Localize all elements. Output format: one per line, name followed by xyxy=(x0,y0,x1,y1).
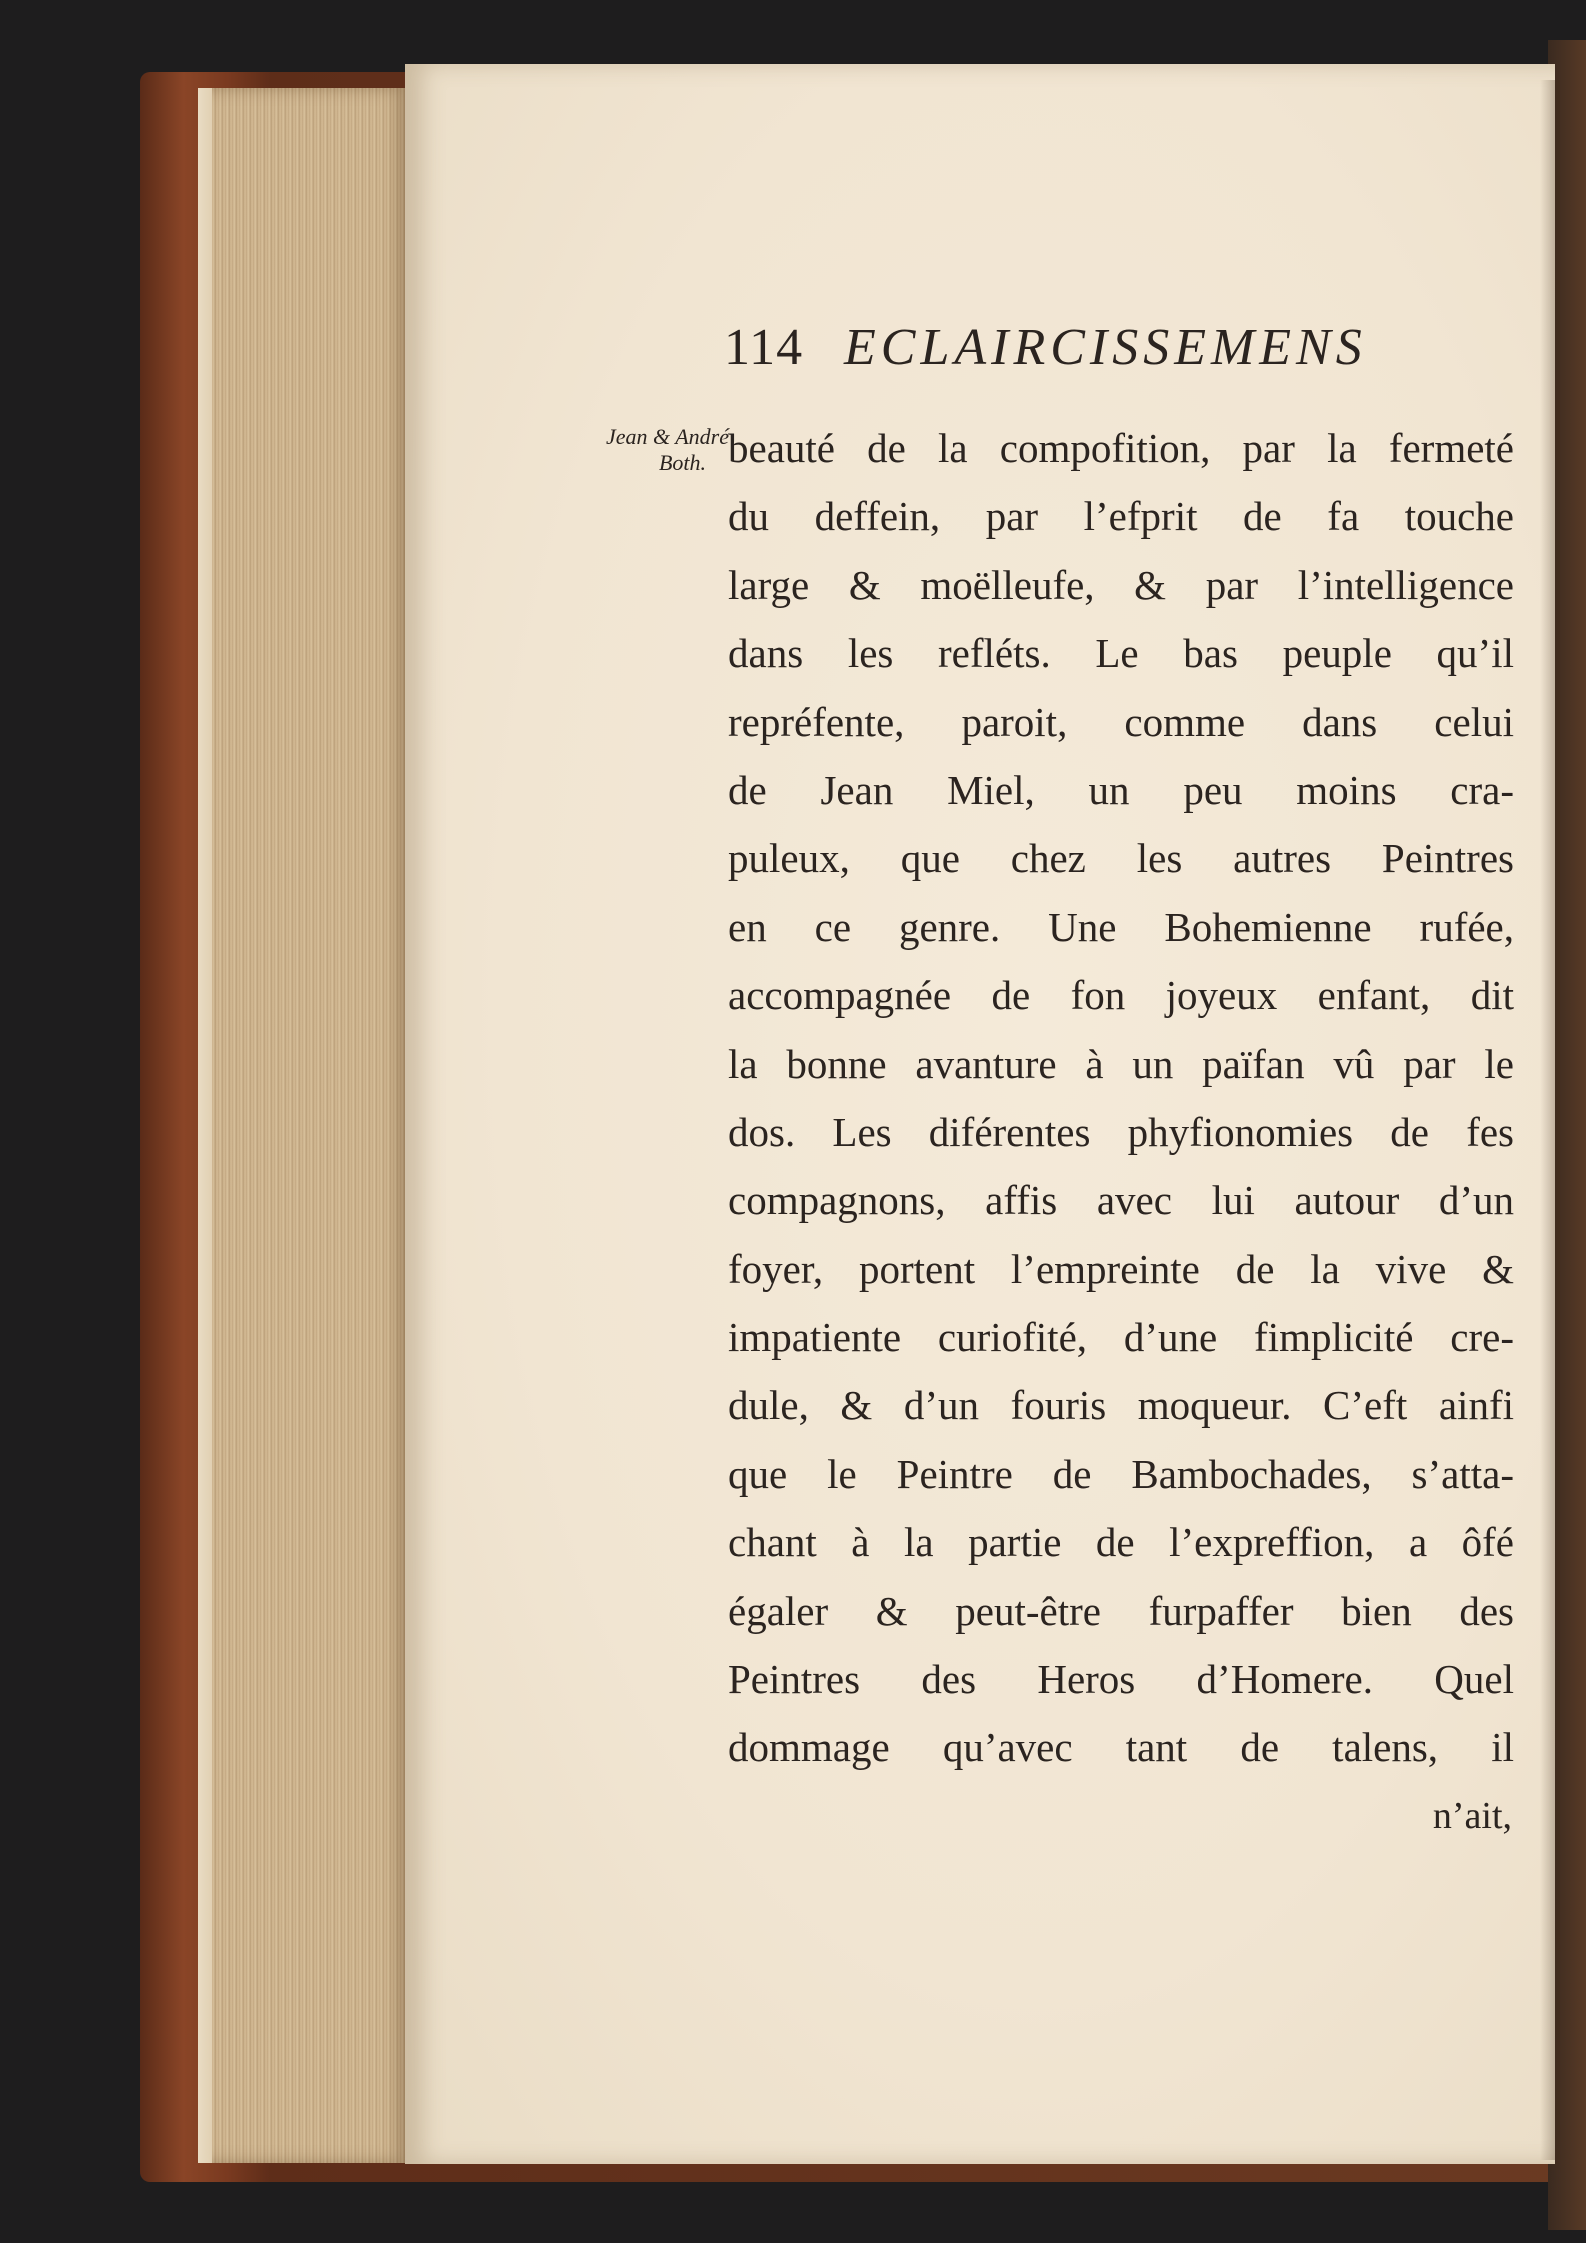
page-header xyxy=(724,318,1444,384)
text-line: repréfente, paroit, comme dans celui xyxy=(728,698,1514,745)
catchword: n’ait, xyxy=(1432,1795,1512,1837)
text-line: beauté de la compofition, par la fermeté xyxy=(728,425,1514,471)
marginal-note xyxy=(606,424,730,476)
text-line: large & moëlleufe, & par l’intelligence xyxy=(728,561,1514,608)
text-line: dule, & d’un fouris moqueur. C’eft ainfi xyxy=(728,1382,1514,1429)
marginal-note-line: Jean & André xyxy=(606,424,730,449)
running-head: ECLAIRCISSEMENS xyxy=(844,319,1367,376)
text-line: égaler & peut-être furpaffer bien des xyxy=(728,1587,1514,1634)
text-line: Peintres des Heros d’Homere. Quel xyxy=(728,1656,1514,1703)
text-line: en ce genre. Une Bohemienne rufée, xyxy=(728,903,1514,950)
page-number: 114 xyxy=(724,319,804,376)
text-line: foyer, portent l’empreinte de la vive & xyxy=(728,1245,1514,1292)
text-line: la bonne avanture à un païfan vû par le xyxy=(728,1040,1514,1087)
marginal-note-line: Both. xyxy=(658,450,706,475)
text-line: chant à la partie de l’expreffion, a ôfé xyxy=(728,1519,1514,1566)
text-line: dans les refléts. Le bas peuple qu’il xyxy=(728,630,1514,677)
text-line: dos. Les diférentes phyfionomies de fes xyxy=(728,1108,1514,1155)
text-line: du deffein, par l’efprit de fa touche xyxy=(728,493,1514,540)
text-line: dommage qu’avec tant de talens, il xyxy=(728,1724,1514,1771)
text-line: impatiente curiofité, d’une fimplicité cre- xyxy=(728,1314,1514,1361)
text-line: compagnons, affis avec lui autour d’un xyxy=(728,1177,1514,1224)
body-text xyxy=(728,414,1514,1782)
page-edges xyxy=(212,88,412,2163)
text-line: que le Peintre de Bambochades, s’atta- xyxy=(728,1450,1514,1497)
text-line: accompagnée de fon joyeux enfant, dit xyxy=(728,972,1514,1019)
page-shadow xyxy=(1540,80,1560,2160)
text-line: puleux, que chez les autres Peintres xyxy=(728,835,1514,882)
text-line: de Jean Miel, un peu moins cra- xyxy=(728,766,1514,813)
